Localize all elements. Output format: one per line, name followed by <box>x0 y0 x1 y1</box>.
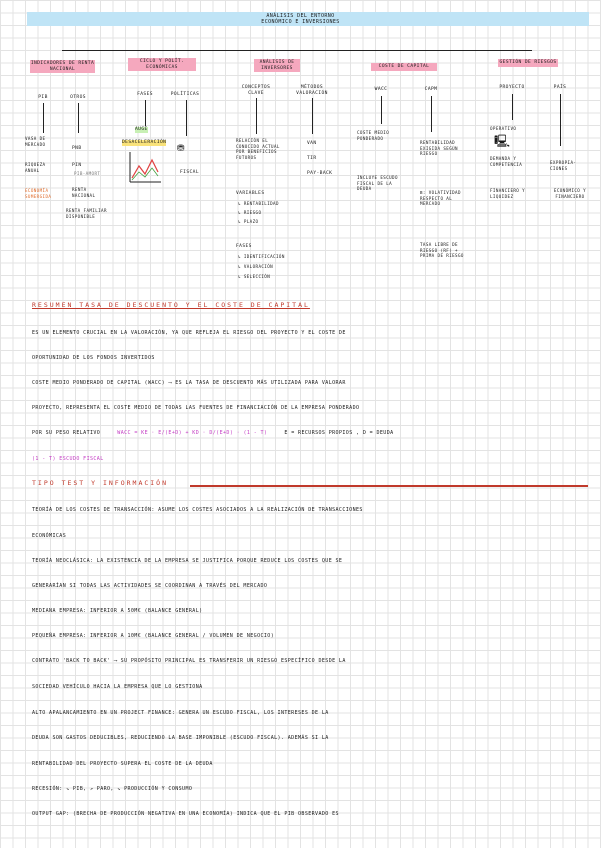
body-line: ALTO APALANCAMIENTO EN UN PROJECT FINANCE: GENERA UN ESCUDO FISCAL, LOS INTERESES DE LA <box>32 710 329 716</box>
item-plazo: ↳ PLAZO <box>238 219 259 224</box>
item-tasa-mercado: VASA DE MERCADO <box>25 136 46 147</box>
item-fiscal: FISCAL <box>180 170 199 175</box>
item-economico: ECONÓMICO Y FINANCIERO <box>553 188 587 199</box>
page-title: ANÁLISIS DEL ENTORNO ECONÓMICO E INVERSIONES <box>261 13 340 25</box>
item-tir: TIR <box>307 156 317 161</box>
body-line: SOCIEDAD VEHÍCULO HACIA LA EMPRESA QUE LO GESTIONA <box>32 684 203 690</box>
column-header: GESTIÓN DE RIESGOS <box>499 60 557 65</box>
sub-capm: CAPM <box>424 87 438 92</box>
item-renta-nacional: RENTA NACIONAL <box>72 187 96 198</box>
section-heading-resumen: RESUMEN TASA DE DESCUENTO Y EL COSTE DE CAPITAL <box>32 301 310 309</box>
item-financiero: FINANCIERO Y LIQUIDEZ <box>490 188 526 199</box>
formula-line: POR SU PESO RELATIVO WACC = KE · E/(E+D) + KD · D/(E+D) · (1 - T) E = RECURSOS PROPIOS , D = DEUDA <box>32 430 394 436</box>
cycle-chart-icon <box>127 150 163 184</box>
body-line: ECONÓMICAS <box>32 533 67 539</box>
coins-icon: ⛃ <box>177 143 185 153</box>
body-line: MEDIANA EMPRESA: INFERIOR A 50M€ (BALANCE GENERAL) <box>32 608 203 614</box>
body-line: GENERARÍAN SI TODAS LAS ACTIVIDADES SE COORDINAN A TRAVÉS DEL MERCADO <box>32 583 268 589</box>
escudo-line: (1 - T) ESCUDO FISCAL <box>32 456 104 462</box>
item-coste-medio: COSTE MEDIO PONDERADO <box>357 130 390 141</box>
item-demanda: DEMANDA Y COMPETENCIA <box>490 156 523 167</box>
sub-pib: PIB <box>38 95 48 100</box>
item-operativo: OPERATIVO <box>490 126 517 131</box>
item-identificacion: ↳ IDENTIFICACIÓN <box>238 254 285 259</box>
body-line: TEORÍA DE LOS COSTES DE TRANSACCIÓN: ASUME LOS COSTES ASOCIADOS A LA REALIZACIÓN DE TRANSACCIONES <box>32 507 363 513</box>
body-line: RENTABILIDAD DEL PROYECTO SUPERA EL COSTE DE LA DEUDA <box>32 761 213 767</box>
item-pin: PIN <box>72 163 82 168</box>
body-line: RECESIÓN: ↘ PIB, ↗ PARO, ↘ PRODUCCIÓN Y CONSUMO <box>32 786 193 792</box>
sub-proyecto: PROYECTO <box>499 85 525 90</box>
section-heading-tipo-test: TIPO TEST Y INFORMACIÓN <box>32 479 169 487</box>
item-van: VAN <box>307 141 317 146</box>
item-seleccion: ↳ SELECCIÓN <box>238 274 271 279</box>
body-line: PEQUEÑA EMPRESA: INFERIOR A 10M€ (BALANCE GENERAL / VOLUMEN DE NEGOCIO) <box>32 633 275 639</box>
item-riesgo: ↳ RIESGO <box>238 210 262 215</box>
computer-icon: 🖳 <box>494 134 511 148</box>
column-header: COSTE DE CAPITAL <box>371 63 437 71</box>
top-connector <box>62 50 532 51</box>
body-line: COSTE MEDIO PONDERADO DE CAPITAL (WACC) ⟶ ES LA TASA DE DESCUENTO MÁS UTILIZADA PARA VALORAR <box>32 380 346 386</box>
item-auge: AUGE <box>135 127 148 132</box>
wacc-formula: WACC = KE · E/(E+D) + KD · D/(E+D) · (1 - T) <box>117 430 268 436</box>
item-variables: VARIABLES <box>236 191 265 196</box>
item-fases: FASES <box>236 244 252 249</box>
body-line: PROYECTO, REPRESENTA EL COSTE MEDIO DE TODAS LAS FUENTES DE FINANCIACIÓN DE LA EMPRESA PONDERADO <box>32 405 360 411</box>
item-escudo-fiscal: INCLUYE ESCUDO FISCAL DE LA DEUDA <box>357 175 398 191</box>
item-relacion: RELACIÓN EL CONOCIDO ACTUAL POR BENEFICIOS FUTUROS <box>236 138 280 160</box>
body-line: CONTRATO 'BACK TO BACK' ⟶ SU PROPÓSITO PRINCIPAL ES TRANSFERIR UN RIESGO ESPECÍFICO DESDE LA <box>32 658 346 664</box>
column-header: INDICADORES DE RENTA NACIONAL <box>30 61 95 72</box>
item-valoracion: ↳ VALORACIÓN <box>238 264 274 269</box>
column-header: CICLO Y POLÍT. ECONÓMICAS <box>128 58 196 71</box>
body-line: DEUDA SON GASTOS DEDUCIBLES, REDUCIENDO LA BASE IMPONIBLE (ESCUDO FISCAL). ADEMÁS SI LA <box>32 735 329 741</box>
sub-metodos: MÉTODOS VALORACIÓN <box>296 85 328 96</box>
body-line: OUTPUT GAP: (BRECHA DE PRODUCCIÓN NEGATIVA EN UNA ECONOMÍA) INDICA QUE EL PIB OBSERVADO ES <box>32 811 339 817</box>
body-line: TEORÍA NEOCLÁSICA: LA EXISTENCIA DE LA EMPRESA SE JUSTIFICA PORQUE REDUCE LOS COSTES QUE SE <box>32 558 343 564</box>
column-header: ANÁLISIS DE INVERSORES <box>254 59 300 72</box>
item-renta-familiar: RENTA FAMILIAR DISPONIBLE <box>66 208 107 219</box>
sub-conceptos: CONCEPTOS CLAVE <box>241 85 271 96</box>
item-desaceleracion: DESACELERACIÓN <box>122 140 167 145</box>
sub-pais: PAÍS <box>553 85 567 90</box>
heading-underline <box>190 485 588 487</box>
item-riqueza: RIQUEZA ANUAL <box>25 162 46 173</box>
sub-fases: FASES <box>137 92 153 97</box>
sub-politicas: POLÍTICAS <box>170 92 200 97</box>
item-payback: PAY-BACK <box>307 171 333 176</box>
item-rentabilidad: ↳ RENTABILIDAD <box>238 201 279 206</box>
body-line: ES UN ELEMENTO CRUCIAL EN LA VALORACIÓN, YA QUE REFLEJA EL RIESGO DEL PROYECTO Y EL COSTE DE <box>32 330 346 336</box>
body-line: OPORTUNIDAD DE LOS FONDOS INVERTIDOS <box>32 355 155 361</box>
item-economia-sumergida: ECONOMÍA SUMERGIDA <box>25 188 52 199</box>
item-rentabilidad-exigida: RENTABILIDAD EXIGIDA SEGÚN RIESGO <box>420 140 458 156</box>
item-tasa-libre: TASA LIBRE DE RIESGO (RF) + PRIMA DE RIESGO <box>420 242 464 258</box>
item-beta: Β: VOLATIVIDAD RESPECTO AL MERCADO <box>420 190 461 206</box>
sub-otros: OTROS <box>70 95 86 100</box>
item-pib-amort: PIB-AMORT <box>74 171 101 176</box>
item-expropiaciones: EXPROPIA-CIONES <box>550 160 577 171</box>
item-pnb: PNB <box>72 146 82 151</box>
sub-wacc: WACC <box>374 87 388 92</box>
